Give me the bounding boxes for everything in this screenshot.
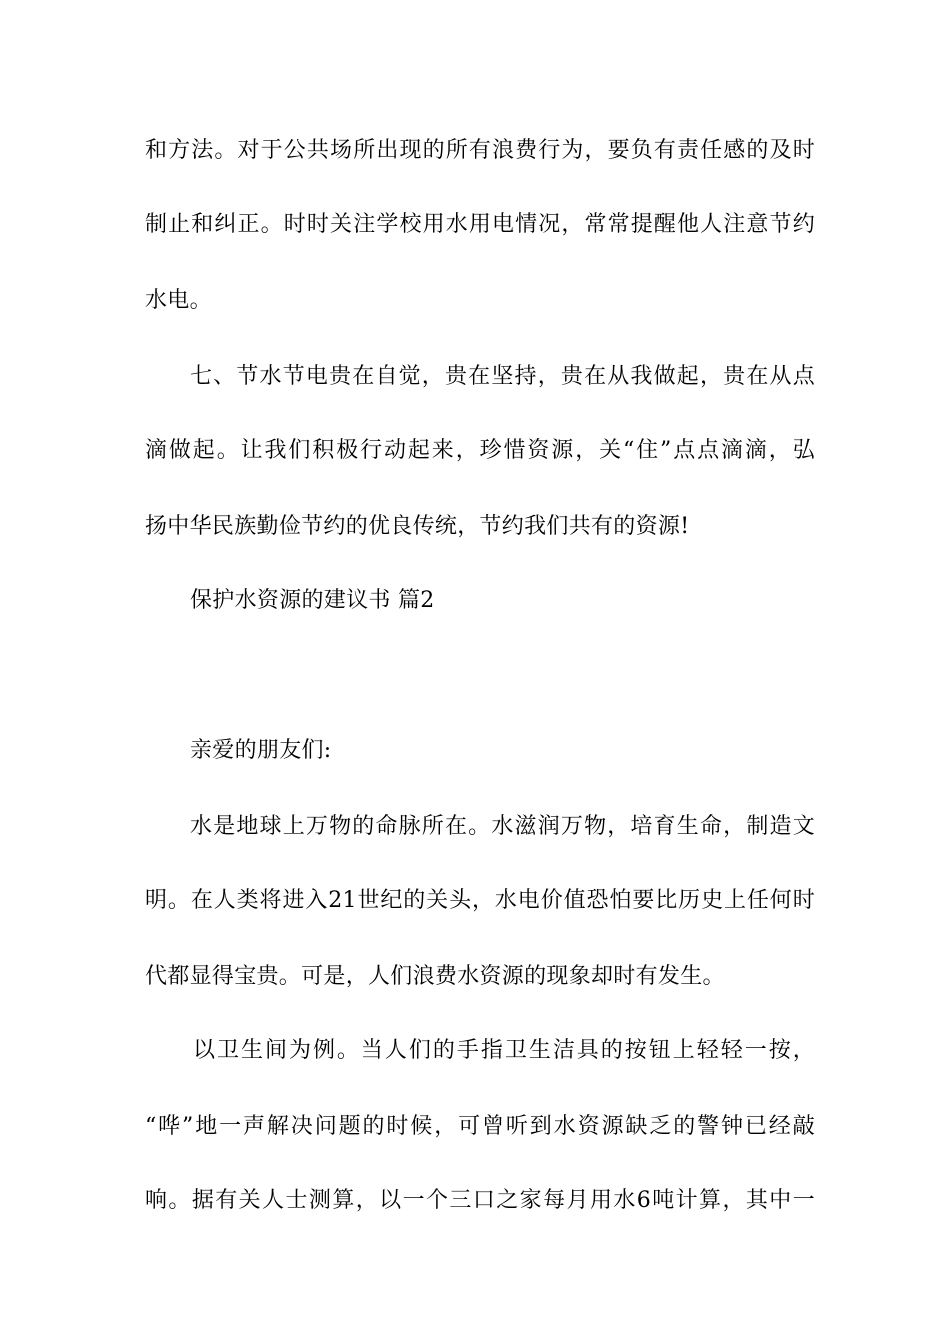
text-line: “哗”地一声解决问题的时候，可曾听到水资源缺乏的警钟已经敲 (145, 1114, 815, 1139)
text-line: 明。在人类将进入21世纪的关头，水电价值恐怕要比历史上任何时 (145, 888, 815, 913)
text-line: 七、节水节电贵在自觉，贵在坚持，贵在从我做起，贵在从点 (190, 364, 815, 389)
text-line: 扬中华民族勤俭节约的优良传统，节约我们共有的资源! (145, 514, 690, 539)
text-line: 水电。 (145, 288, 212, 313)
salutation: 亲爱的朋友们: (190, 738, 332, 763)
text-line: 水是地球上万物的命脉所在。水滋润万物，培育生命，制造文 (190, 814, 815, 839)
text-line: 和方法。对于公共场所出现的所有浪费行为，要负有责任感的及时 (145, 138, 815, 163)
section-heading: 保护水资源的建议书 篇2 (190, 588, 435, 613)
text-line: 滴做起。让我们积极行动起来，珍惜资源，关“住”点点滴滴，弘 (145, 438, 815, 463)
text-line: 代都显得宝贵。可是，人们浪费水资源的现象却时有发生。 (145, 964, 725, 989)
text-line: 响。据有关人士测算，以一个三口之家每月用水6吨计算，其中一 (145, 1188, 815, 1213)
text-line: 制止和纠正。时时关注学校用水用电情况，常常提醒他人注意节约 (145, 212, 815, 237)
text-line: 以卫生间为例。当人们的手指卫生洁具的按钮上轻轻一按， (193, 1038, 815, 1063)
